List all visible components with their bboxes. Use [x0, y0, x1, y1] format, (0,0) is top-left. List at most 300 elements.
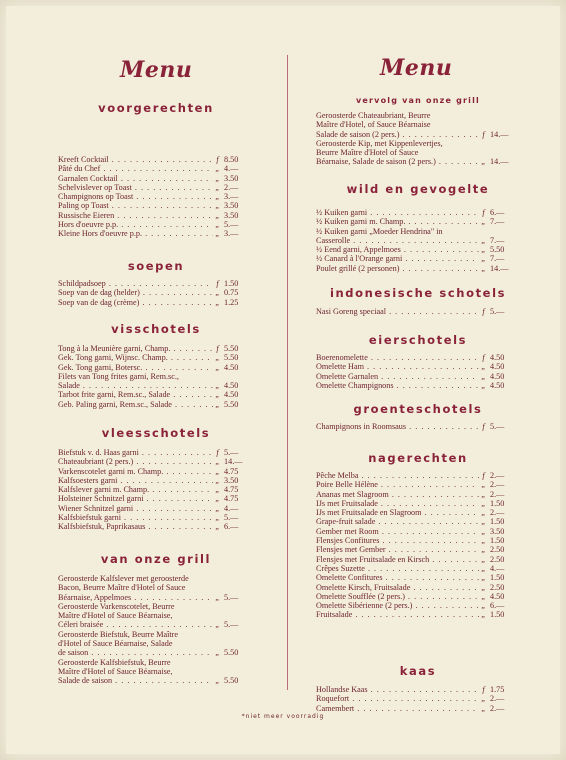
menu-item	[58, 229, 254, 238]
menu-item	[316, 555, 520, 564]
menu-item-price: 3.50	[224, 201, 239, 211]
menu-item-currency: „	[215, 381, 220, 391]
menu-item-price: 4.—	[224, 503, 239, 513]
menu-item-currency: „	[481, 380, 486, 390]
menu-item	[316, 545, 520, 554]
menu-item-name: Maître d'Hotel of Sauce Béarnaise,	[58, 666, 173, 676]
menu-item	[316, 130, 520, 139]
menu-item	[58, 485, 254, 494]
menu-item	[58, 593, 254, 602]
menu-item-currency: „	[481, 526, 486, 536]
menu-item	[58, 183, 254, 192]
menu-item-name: Salade . . .	[58, 381, 213, 390]
menu-item-name: Poire Belle Hélène . . .	[316, 480, 479, 489]
menu-item-currency: „	[215, 173, 220, 183]
menu-item-price: 5.—	[224, 448, 239, 457]
menu-item-name: Casserolle . . .	[316, 236, 479, 245]
menu-item-currency: „	[215, 182, 220, 192]
menu-item-name: Schelvislever op Toast . . .	[58, 183, 213, 192]
menu-item-name: Holsteiner Schnitzel garni . . .	[58, 494, 213, 503]
menu-item	[316, 573, 520, 582]
menu-item-currency: f	[482, 353, 485, 362]
menu-item	[58, 630, 254, 639]
right-section-heading: indonesische schotels	[329, 286, 507, 300]
right-section-heading: kaas	[399, 664, 437, 678]
menu-item-currency: „	[481, 610, 486, 620]
right-menu-title: Menu	[380, 55, 453, 81]
menu-item	[316, 583, 520, 592]
menu-item-currency: „	[215, 210, 220, 220]
menu-item-price: 2.—	[224, 182, 239, 192]
menu-item-currency: „	[481, 489, 486, 499]
left-section-items	[58, 574, 254, 686]
menu-item-price: 5.—	[490, 422, 505, 431]
menu-item-currency: „	[481, 536, 486, 546]
menu-item-name: Kleine Hors d'oeuvre p.p. . . .	[58, 229, 213, 238]
left-section-heading: visschotels	[111, 322, 201, 336]
menu-item-name: Poulet grillé (2 personen) . . .	[316, 264, 479, 273]
menu-item-currency: „	[481, 498, 486, 508]
menu-item-currency: f	[216, 344, 219, 353]
menu-item-currency: „	[481, 371, 486, 381]
menu-item-price: 4.50	[490, 371, 505, 381]
menu-item	[58, 667, 254, 676]
left-menu-title: Menu	[120, 57, 193, 83]
right-section-items	[316, 471, 520, 620]
menu-item-name: Flensjes met Fruitsalade en Kirsch . . .	[316, 555, 479, 564]
menu-item	[316, 480, 520, 489]
menu-item-price: 2.—	[490, 508, 505, 518]
footnote: *niet meer voorradig	[241, 713, 325, 720]
menu-item-price: 2.—	[490, 694, 505, 704]
menu-item-price: 8.50	[224, 155, 239, 164]
menu-item-price: 4.—	[490, 563, 505, 573]
menu-item	[58, 155, 254, 164]
menu-item-name: Céleri braisée . . .	[58, 620, 213, 629]
menu-item	[58, 611, 254, 620]
menu-item-name: Boerenomelette . . .	[316, 353, 479, 362]
menu-item	[58, 639, 254, 648]
menu-item-currency: f	[482, 471, 485, 480]
menu-item-name: Salade de saison (2 pers.) . . .	[316, 130, 479, 139]
menu-item	[316, 490, 520, 499]
menu-item-price: 0.75	[224, 288, 239, 298]
menu-item	[316, 517, 520, 526]
menu-item-price: 2.50	[490, 554, 505, 564]
menu-item	[316, 227, 520, 236]
menu-item-name: Geroosterde Kip, met Kippenlevertjes,	[316, 138, 443, 148]
menu-item-name: Soep van de dag (crème) . . .	[58, 298, 213, 307]
menu-item	[58, 211, 254, 220]
menu-item-price: 4.50	[490, 380, 505, 390]
menu-item-price: 5.50	[224, 353, 239, 363]
right-section-heading: vervolg van onze grill	[355, 96, 480, 105]
menu-item-name: Kalfsbiefstuk, Paprikasaus . . .	[58, 522, 213, 531]
menu-item-currency: „	[481, 563, 486, 573]
menu-item-name: ½ Kuiken garni . . .	[316, 208, 479, 217]
menu-item	[316, 353, 520, 362]
menu-item-currency: „	[481, 362, 486, 372]
menu-item-currency: „	[215, 592, 220, 602]
menu-item	[58, 620, 254, 629]
menu-item	[58, 353, 254, 362]
menu-item-price: 2.50	[490, 582, 505, 592]
menu-item-currency: „	[215, 457, 220, 467]
menu-item-name: Crêpes Suzette . . .	[316, 564, 479, 573]
menu-item-currency: „	[481, 508, 486, 518]
menu-item-name: Tarbot frite garni, Rem.sc., Salade . . .	[58, 390, 213, 399]
menu-item-price: 2.—	[490, 489, 505, 499]
menu-item	[58, 174, 254, 183]
menu-item-price: 4.50	[224, 362, 239, 372]
menu-item-price: 4.75	[224, 466, 239, 476]
menu-item	[58, 448, 254, 457]
menu-item-price: 4.75	[224, 485, 239, 495]
menu-item-name: de saison . . .	[58, 648, 213, 657]
menu-item-name: Varkenscotelet garni m. Champ. . . .	[58, 467, 213, 476]
right-section-heading: wild en gevogelte	[346, 182, 490, 196]
right-section-items	[316, 353, 520, 390]
menu-item-currency: „	[215, 648, 220, 658]
menu-item-currency: „	[215, 513, 220, 523]
menu-item	[316, 704, 520, 713]
menu-item	[316, 217, 520, 226]
menu-item-price: 7.—	[490, 254, 505, 264]
menu-item-currency: „	[481, 601, 486, 611]
menu-item	[316, 157, 520, 166]
left-section-heading: vleesschotels	[101, 426, 211, 440]
menu-item-currency: f	[216, 448, 219, 457]
menu-item-name: Kalfsbiefstuk garni . . .	[58, 513, 213, 522]
menu-item-name: ½ Canard à l'Orange garni . . .	[316, 254, 479, 263]
menu-item-price: 4.50	[490, 353, 505, 362]
menu-item-name: Geroosterde Kalfsbiefstuk, Beurre	[58, 657, 171, 667]
menu-item-price: 4.50	[490, 591, 505, 601]
menu-item-name: Beurre Maître d'Hotel of Sauce	[316, 148, 419, 158]
menu-item	[316, 610, 520, 619]
menu-item-name: Béarnaise, Appelmoes . . .	[58, 593, 213, 602]
menu-item-name: Gek. Tong garni, Wijnsc. Champ. . . .	[58, 353, 213, 362]
menu-item-name: Pêche Melba . . .	[316, 471, 479, 480]
menu-item-price: 5.—	[224, 220, 239, 230]
menu-item-name: Gember met Room . . .	[316, 527, 479, 536]
menu-item	[316, 592, 520, 601]
menu-item-currency: „	[215, 676, 220, 686]
menu-item-name: Salade de saison . . .	[58, 676, 213, 685]
menu-item-currency: „	[481, 582, 486, 592]
right-section-items	[316, 208, 520, 273]
menu-item-name: Wiener Schnitzel garni . . .	[58, 504, 213, 513]
menu-item-price: 3.50	[490, 526, 505, 536]
menu-item-currency: f	[216, 279, 219, 288]
menu-item-name: Champignons op Toast . . .	[58, 192, 213, 201]
left-section-heading: voorgerechten	[98, 101, 214, 115]
menu-item	[58, 476, 254, 485]
menu-item-price: 1.50	[224, 279, 239, 288]
right-section-heading: nagerechten	[368, 451, 468, 465]
menu-item-name: Pâté du Chef . . .	[58, 164, 213, 173]
menu-item	[316, 236, 520, 245]
menu-item-name: Garnalen Cocktail . . .	[58, 174, 213, 183]
menu-item-price: 5.50	[224, 344, 239, 353]
menu-item-price: 5.—	[490, 307, 505, 316]
menu-item-name: Kalfslever garni m. Champ. . . .	[58, 485, 213, 494]
menu-item	[316, 362, 520, 371]
menu-item-currency: „	[481, 517, 486, 527]
menu-item-price: 6.—	[490, 601, 505, 611]
menu-item	[316, 148, 520, 157]
menu-item-currency: „	[215, 353, 220, 363]
menu-item	[58, 467, 254, 476]
menu-item-name: Omelette Sibérienne (2 pers.) . . .	[316, 601, 479, 610]
menu-item	[58, 574, 254, 583]
menu-item-currency: „	[481, 703, 486, 713]
menu-item	[58, 363, 254, 372]
menu-item-price: 7.—	[490, 217, 505, 227]
menu-item-name: Champignons in Roomsaus . . .	[316, 422, 479, 431]
menu-item-currency: „	[215, 485, 220, 495]
menu-item-currency: f	[482, 129, 485, 139]
menu-item	[58, 220, 254, 229]
menu-item-price: 3.50	[224, 210, 239, 220]
menu-item	[58, 504, 254, 513]
menu-item-currency: „	[481, 694, 486, 704]
menu-item-name: Tong à la Meunière garni, Champ. . . .	[58, 344, 213, 353]
menu-item	[316, 527, 520, 536]
menu-item-currency: „	[481, 254, 486, 264]
menu-item	[316, 499, 520, 508]
menu-item-price: 3.—	[224, 192, 239, 202]
menu-item-currency: „	[215, 192, 220, 202]
menu-item	[58, 658, 254, 667]
menu-item-currency: „	[481, 545, 486, 555]
left-section-items	[58, 155, 254, 239]
menu-item-price: 5.50	[224, 676, 239, 686]
menu-item-currency: f	[482, 208, 485, 217]
menu-item	[58, 344, 254, 353]
menu-item-price: 1.75	[490, 685, 505, 694]
menu-item-name: Flensjes Confitures . . .	[316, 536, 479, 545]
menu-item-name: Bacon, Beurre Maître d'Hotel of Sauce	[58, 583, 186, 593]
menu-item-price: 14.—	[490, 157, 509, 167]
menu-item-name: Filets van Tong frites garni, Rem.sc.,	[58, 371, 179, 381]
menu-item-price: 2.—	[490, 703, 505, 713]
menu-item-name: Omelette Confitures . . .	[316, 573, 479, 582]
menu-item-name: ½ Kuiken garni „Moeder Hendrina" in	[316, 226, 443, 236]
menu-item-name: Omelette Kirsch, Fruitsalade . . .	[316, 583, 479, 592]
menu-item-price: 1.50	[490, 517, 505, 527]
menu-item	[58, 164, 254, 173]
menu-item-price: 4.50	[490, 362, 505, 372]
menu-item-currency: „	[215, 297, 220, 307]
menu-item	[316, 372, 520, 381]
menu-item-price: 14.—	[224, 457, 243, 467]
menu-item-currency: „	[481, 157, 486, 167]
menu-item	[316, 536, 520, 545]
menu-item-name: Grape-fruit salade . . .	[316, 517, 479, 526]
menu-item	[58, 298, 254, 307]
menu-item-currency: „	[481, 554, 486, 564]
left-section-items	[58, 279, 254, 307]
menu-item	[58, 583, 254, 592]
menu-item-price: 5.50	[490, 245, 505, 255]
menu-item-currency: „	[215, 229, 220, 239]
menu-item-name: d'Hotel of Sauce Béarnaise, Salade	[58, 639, 173, 649]
menu-item-currency: f	[482, 307, 485, 316]
left-section-heading: soepen	[127, 259, 185, 273]
menu-item-currency: „	[215, 362, 220, 372]
menu-item-currency: „	[481, 245, 486, 255]
menu-item-name: Maître d'Hotel of Sauce Béarnaise,	[58, 611, 173, 621]
menu-item-price: 1.50	[490, 573, 505, 583]
menu-item-name: Gek. Tong garni, Botersc. . . .	[58, 363, 213, 372]
menu-item-name: Geb. Paling garni, Rem.sc., Salade . . .	[58, 400, 213, 409]
menu-item-price: 1.50	[490, 610, 505, 620]
menu-item	[58, 381, 254, 390]
menu-item	[316, 111, 520, 120]
menu-item-currency: „	[215, 390, 220, 400]
menu-item-price: 4.—	[224, 164, 239, 174]
menu-item-currency: „	[215, 288, 220, 298]
menu-item-price: 14.—	[490, 129, 509, 139]
menu-item-name: Ananas met Slagroom . . .	[316, 490, 479, 499]
menu-item-currency: „	[481, 480, 486, 490]
menu-item-currency: „	[481, 263, 486, 273]
right-section-items	[316, 111, 520, 167]
menu-item-currency: „	[215, 201, 220, 211]
left-section-items	[58, 344, 254, 409]
menu-item	[58, 400, 254, 409]
menu-item	[316, 564, 520, 573]
menu-item-name: Kalfsoesters garni . . .	[58, 476, 213, 485]
menu-item	[58, 457, 254, 466]
menu-item-name: IJs met Fruitsalade . . .	[316, 499, 479, 508]
menu-item-currency: f	[482, 685, 485, 694]
menu-item	[58, 522, 254, 531]
menu-item	[316, 422, 520, 431]
menu-item	[58, 676, 254, 685]
menu-item-name: Geroosterde Varkenscotelet, Beurre	[58, 601, 175, 611]
menu-item	[316, 245, 520, 254]
menu-item-currency: „	[481, 235, 486, 245]
menu-item	[316, 208, 520, 217]
menu-item	[58, 602, 254, 611]
menu-item-name: Flensjes met Gember . . .	[316, 545, 479, 554]
menu-item-price: 2.50	[490, 545, 505, 555]
menu-item-name: Omelette Garnalen . . .	[316, 372, 479, 381]
menu-item-name: Hollandse Kaas . . .	[316, 685, 479, 694]
menu-item	[316, 694, 520, 703]
right-section-items	[316, 685, 520, 713]
left-section-items	[58, 448, 254, 532]
menu-item	[316, 120, 520, 129]
menu-item-price: 3.50	[224, 475, 239, 485]
menu-item-name: Roquefort . . .	[316, 694, 479, 703]
menu-item-price: 1.50	[490, 498, 505, 508]
menu-item	[316, 508, 520, 517]
menu-item-currency: „	[215, 475, 220, 485]
menu-item-price: 5.—	[224, 592, 239, 602]
right-section-items	[316, 307, 520, 316]
menu-item	[316, 307, 520, 316]
menu-item-name: Schildpadsoep . . .	[58, 279, 213, 288]
menu-item	[58, 648, 254, 657]
menu-item-currency: „	[481, 591, 486, 601]
right-section-heading: eierschotels	[368, 333, 468, 347]
menu-item	[58, 372, 254, 381]
menu-item-price: 4.50	[224, 390, 239, 400]
menu-item-currency: f	[482, 422, 485, 431]
menu-item	[58, 201, 254, 210]
menu-item	[316, 601, 520, 610]
right-section-heading: groenteschotels	[353, 402, 483, 416]
column-divider	[287, 55, 288, 690]
menu-item	[58, 279, 254, 288]
menu-item	[316, 139, 520, 148]
menu-item-currency: „	[215, 494, 220, 504]
menu-item-price: 7.—	[490, 235, 505, 245]
menu-item-name: Omelette Soufflée (2 pers.) . . .	[316, 592, 479, 601]
menu-item-price: 1.50	[490, 536, 505, 546]
menu-item-price: 3.50	[224, 173, 239, 183]
menu-item-price: 3.—	[224, 229, 239, 239]
menu-item-name: Geroosterde Biefstuk, Beurre Maître	[58, 629, 179, 639]
menu-item-name: Hors d'oeuvre p.p. . . .	[58, 220, 213, 229]
menu-item-name: Fruitsalade . . .	[316, 610, 479, 619]
menu-item-price: 4.75	[224, 494, 239, 504]
menu-item-price: 6.—	[490, 208, 505, 217]
menu-item-name: Omelette Ham . . .	[316, 362, 479, 371]
menu-item	[316, 685, 520, 694]
menu-item-price: 5.—	[224, 513, 239, 523]
menu-item-name: Russische Eieren . . .	[58, 211, 213, 220]
menu-item-price: 5.50	[224, 648, 239, 658]
menu-item	[58, 494, 254, 503]
menu-item-name: IJs met Fruitsalade en Slagroom . . .	[316, 508, 479, 517]
menu-item-name: Geroosterde Kalfslever met geroosterde	[58, 574, 189, 583]
menu-item	[316, 264, 520, 273]
menu-item-name: Béarnaise, Salade de saison (2 pers.) . . .	[316, 157, 479, 166]
menu-item-price: 4.50	[224, 381, 239, 391]
menu-item	[316, 254, 520, 263]
right-section-items	[316, 422, 520, 431]
menu-item-price: 5.—	[224, 620, 239, 630]
menu-item-name: Maître d'Hotel, of Sauce Béarnaise	[316, 120, 431, 130]
menu-item	[316, 381, 520, 390]
menu-item-price: 14.—	[490, 263, 509, 273]
menu-item-currency: „	[215, 522, 220, 532]
menu-item-name: Omelette Champignons . . .	[316, 381, 479, 390]
menu-item-name: Geroosterde Chateaubriant, Beurre	[316, 111, 431, 120]
menu-item-name: ½ Kuiken garni m. Champ. . . .	[316, 217, 479, 226]
menu-item-currency: „	[215, 220, 220, 230]
menu-item-currency: „	[481, 217, 486, 227]
menu-item-name: Camembert . . .	[316, 704, 479, 713]
menu-item-name: Nasi Goreng speciaal . . .	[316, 307, 479, 316]
menu-item-currency: „	[215, 466, 220, 476]
menu-item-price: 5.50	[224, 399, 239, 409]
menu-item-name: ½ Eend garni, Appelmoes . . .	[316, 245, 479, 254]
menu-item-name: Chateaubriant (2 pers.) . . .	[58, 457, 213, 466]
menu-item-price: 6.—	[224, 522, 239, 532]
menu-item-name: Soep van de dag (helder) . . .	[58, 288, 213, 297]
menu-item-name: Biefstuk v. d. Haas garni . . .	[58, 448, 213, 457]
menu-item-currency: „	[215, 620, 220, 630]
menu-item	[316, 471, 520, 480]
menu-item-price: 2.—	[490, 471, 505, 480]
menu-item	[58, 192, 254, 201]
menu-item	[58, 390, 254, 399]
